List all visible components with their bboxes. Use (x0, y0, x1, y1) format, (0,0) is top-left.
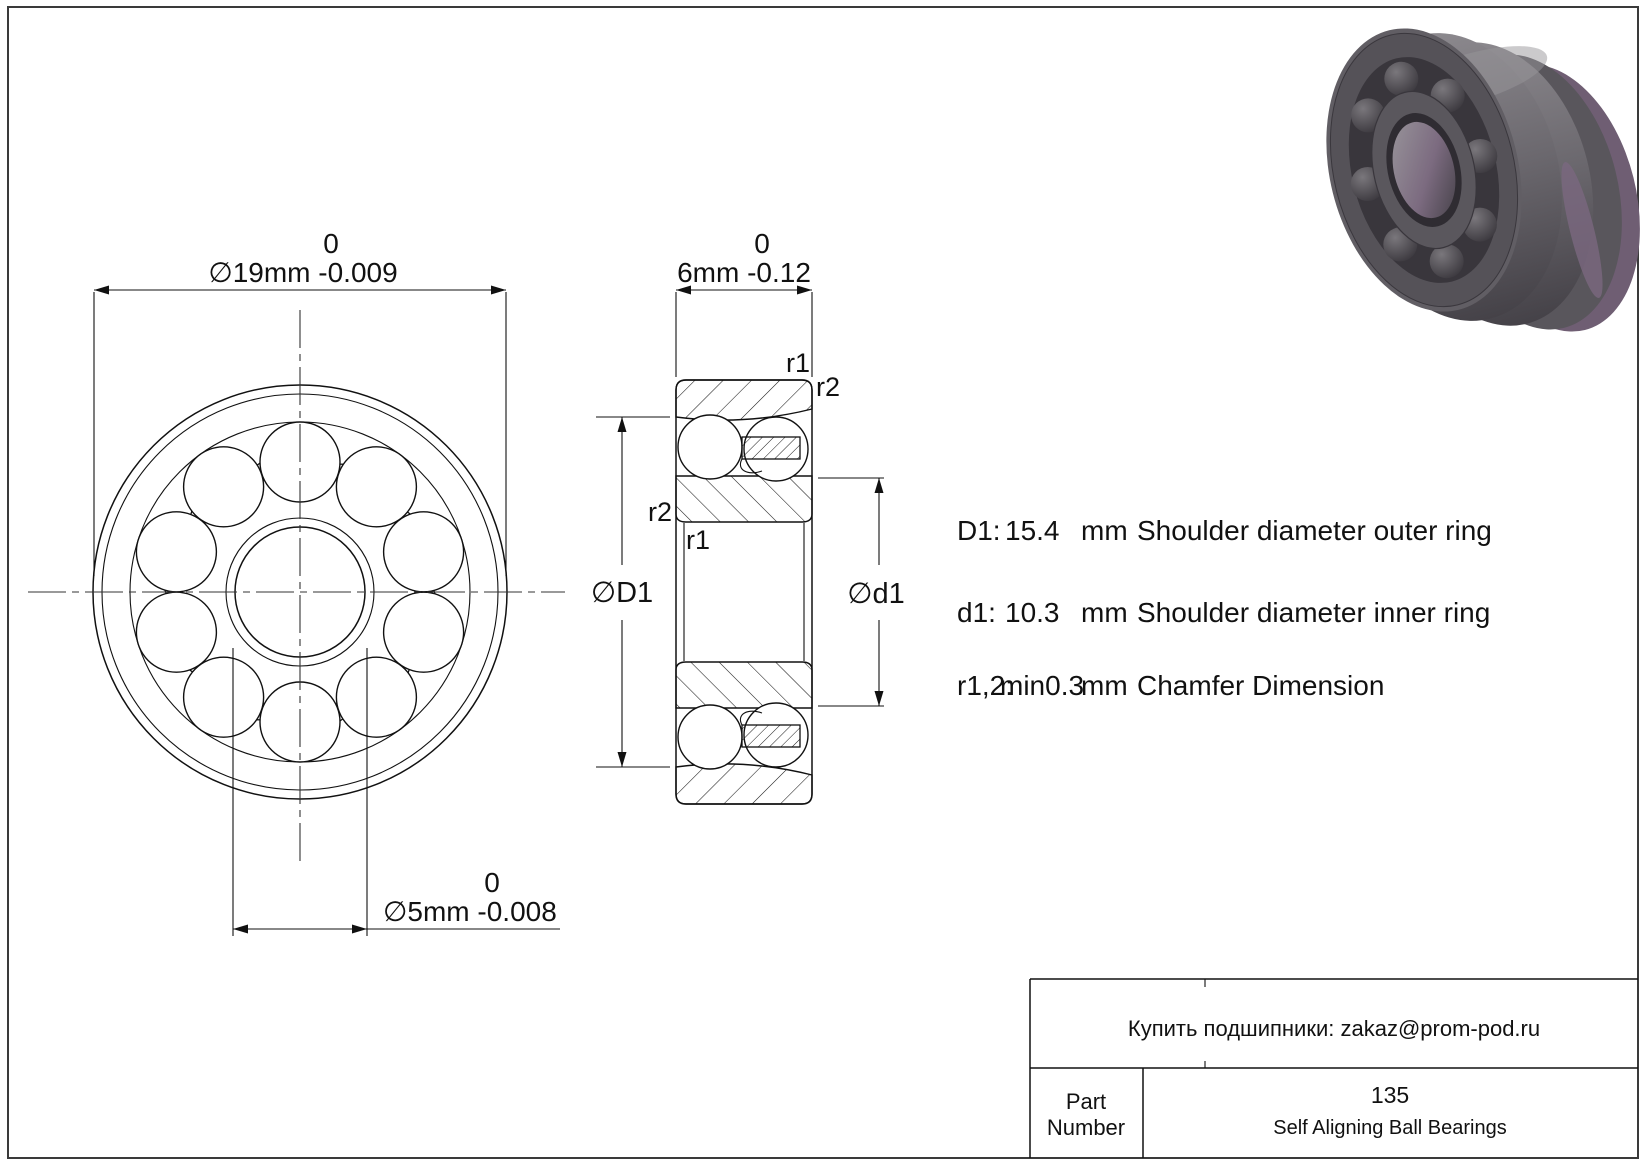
spec-row-label: D1: (957, 515, 1001, 546)
part-series: Self Aligning Ball Bearings (1273, 1117, 1507, 1139)
title-block (1030, 979, 1638, 1158)
bore-tolerance-upper: 0 (484, 867, 500, 898)
spec-row-unit: mm (1081, 597, 1128, 628)
section-balls (678, 415, 808, 769)
part-label-line1: Part (1065, 1089, 1107, 1114)
spec-row-label: d1: (957, 597, 996, 628)
spec-row-description: Shoulder diameter outer ring (1137, 515, 1492, 546)
chamfer-label-r1-mid: r1 (686, 525, 711, 555)
spec-row-value: min0.3 (1000, 670, 1085, 701)
outer-shoulder-label: ∅D1 (590, 577, 654, 609)
bearing-3d-render (1298, 8, 1646, 351)
part-number: 135 (1370, 1082, 1410, 1108)
chamfer-label-r2-mid: r2 (647, 497, 672, 527)
outer-ring-section-top (676, 380, 812, 420)
contact-line: Купить подшипники: zakaz@prom-pod.ru (1127, 1016, 1541, 1041)
spec-row-value: 10.3 (1005, 597, 1060, 628)
width-dimension (676, 228, 812, 295)
spec-row-unit: mm (1081, 515, 1128, 546)
spec-row-label: r1,2: (957, 670, 1014, 701)
width-tolerance-upper: 0 (754, 228, 770, 259)
spec-row-value: 15.4 (1005, 515, 1060, 546)
spec-row-description: Shoulder diameter inner ring (1137, 597, 1491, 628)
inner-shoulder-dimension (818, 478, 905, 706)
cage-section-top (742, 437, 800, 459)
od-dimension-label: ∅19mm -0.009 (208, 257, 398, 288)
spec-list (957, 515, 1492, 701)
spec-row-unit: mm (1081, 670, 1128, 701)
inner-ring-section-bottom (676, 662, 812, 708)
outer-ring-section-bottom (676, 764, 812, 804)
bore-dimension-label: ∅5mm -0.008 (383, 896, 557, 927)
part-label-line2: Number (1046, 1115, 1126, 1140)
chamfer-label-r2-top: r2 (816, 372, 841, 402)
outer-shoulder-dimension (591, 417, 670, 767)
spec-row-description: Chamfer Dimension (1137, 670, 1385, 701)
cage-section-bottom (742, 725, 800, 747)
od-tolerance-upper: 0 (323, 228, 339, 259)
inner-ring-section-top (676, 476, 812, 522)
inner-shoulder-label: ∅d1 (847, 578, 905, 610)
front-view (28, 310, 565, 866)
width-dimension-label: 6mm -0.12 (677, 257, 811, 288)
chamfer-label-r1-top: r1 (785, 348, 810, 378)
